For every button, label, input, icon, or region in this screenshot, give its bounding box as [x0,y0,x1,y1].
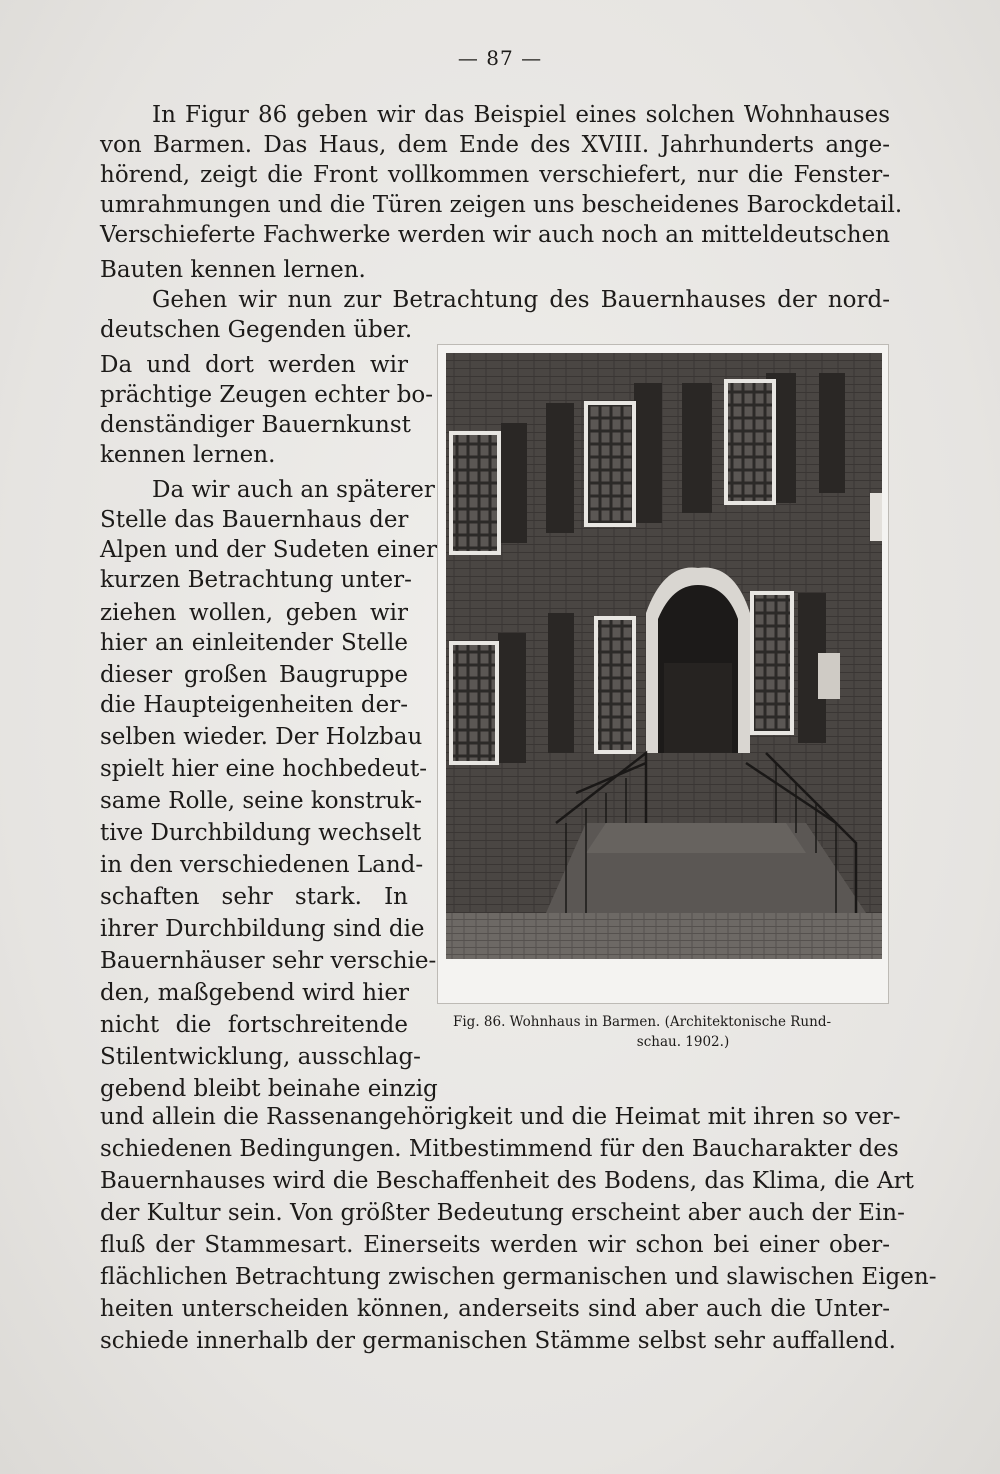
text-line: selben wieder. Der Holzbau [100,724,423,750]
page-number: — 87 — [457,46,543,70]
text-line: tive Durchbildung wechselt [100,820,422,846]
text-line: Alpen und der Sudeten einer [100,537,437,563]
text-line: die Haupteigenheiten der‑ [100,692,408,718]
text-line: Verschieferte Fachwerke werden wir auch noch an mitteldeutschen [100,222,890,248]
text-line: Bauernhauses wird die Beschaffenheit des Bodens, das Klima, die Art [100,1168,914,1194]
text-line: hörend, zeigt die Front vollkommen verschiefert, nur die Fenster‑ [100,162,890,188]
text-line: Bauten kennen lernen. [100,257,366,283]
caption-line-1: Fig. 86. Wohnhaus in Barmen. (Architektonische Rund‑ [453,1014,832,1030]
text-line: von Barmen. Das Haus, dem Ende des XVIII. Jahrhunderts ange‑ [100,132,890,158]
text-line: schiedenen Bedingungen. Mitbestimmend für den Baucharakter des [100,1136,899,1162]
text-line: hier an einleitender Stelle [100,630,408,656]
text-line: gebend bleibt beinahe einzig [100,1076,438,1102]
figure-86 [437,344,889,1004]
text-line: umrahmungen und die Türen zeigen uns bescheidenes Barockdetail. [100,192,903,218]
text-line: fluß der Stammesart. Einerseits werden wir schon bei einer ober‑ [100,1232,890,1258]
text-line: ihrer Durchbildung sind die [100,916,425,942]
text-line: prächtige Zeugen echter bo‑ [100,382,434,408]
text-line: Da und dort werden wir [100,352,408,378]
house-photo [446,353,882,959]
text-line: flächlichen Betrachtung zwischen germanischen und slawischen Eigen‑ [100,1264,937,1290]
figure-caption [453,1012,913,1052]
text-line: Gehen wir nun zur Betrachtung des Bauernhauses der nord‑ [152,287,890,313]
text-line: Da wir auch an späterer [152,477,435,503]
text-line: Stilentwicklung, ausschlag‑ [100,1044,421,1070]
text-line: spielt hier eine hochbedeut‑ [100,756,428,782]
text-line: und allein die Rassenangehörigkeit und die Heimat mit ihren so ver‑ [100,1104,901,1130]
text-line: kurzen Betrachtung unter‑ [100,567,412,593]
text-line: same Rolle, seine konstruk‑ [100,788,423,814]
text-line: In Figur 86 geben wir das Beispiel eines solchen Wohnhauses [152,102,890,128]
text-line: schaften sehr stark. In [100,884,408,910]
text-line: den, maßgebend wird hier [100,980,410,1006]
text-line: kennen lernen. [100,442,276,468]
text-line: deutschen Gegenden über. [100,317,413,343]
text-line: schiede innerhalb der germanischen Stämme selbst sehr auffallend. [100,1328,896,1354]
text-line: Bauernhäuser sehr verschie‑ [100,948,437,974]
text-line: der Kultur sein. Von größter Bedeutung erscheint aber auch der Ein‑ [100,1200,905,1226]
caption-line-2: schau. 1902.) [636,1034,730,1050]
text-line: nicht die fortschreitende [100,1012,408,1038]
text-line: dieser großen Baugruppe [100,662,408,688]
text-line: heiten unterscheiden können, anderseits sind aber auch die Unter‑ [100,1296,890,1322]
text-line: ziehen wollen, geben wir [100,600,408,626]
text-line: in den verschiedenen Land‑ [100,852,424,878]
text-line: Stelle das Bauernhaus der [100,507,409,533]
text-line: denständiger Bauernkunst [100,412,411,438]
